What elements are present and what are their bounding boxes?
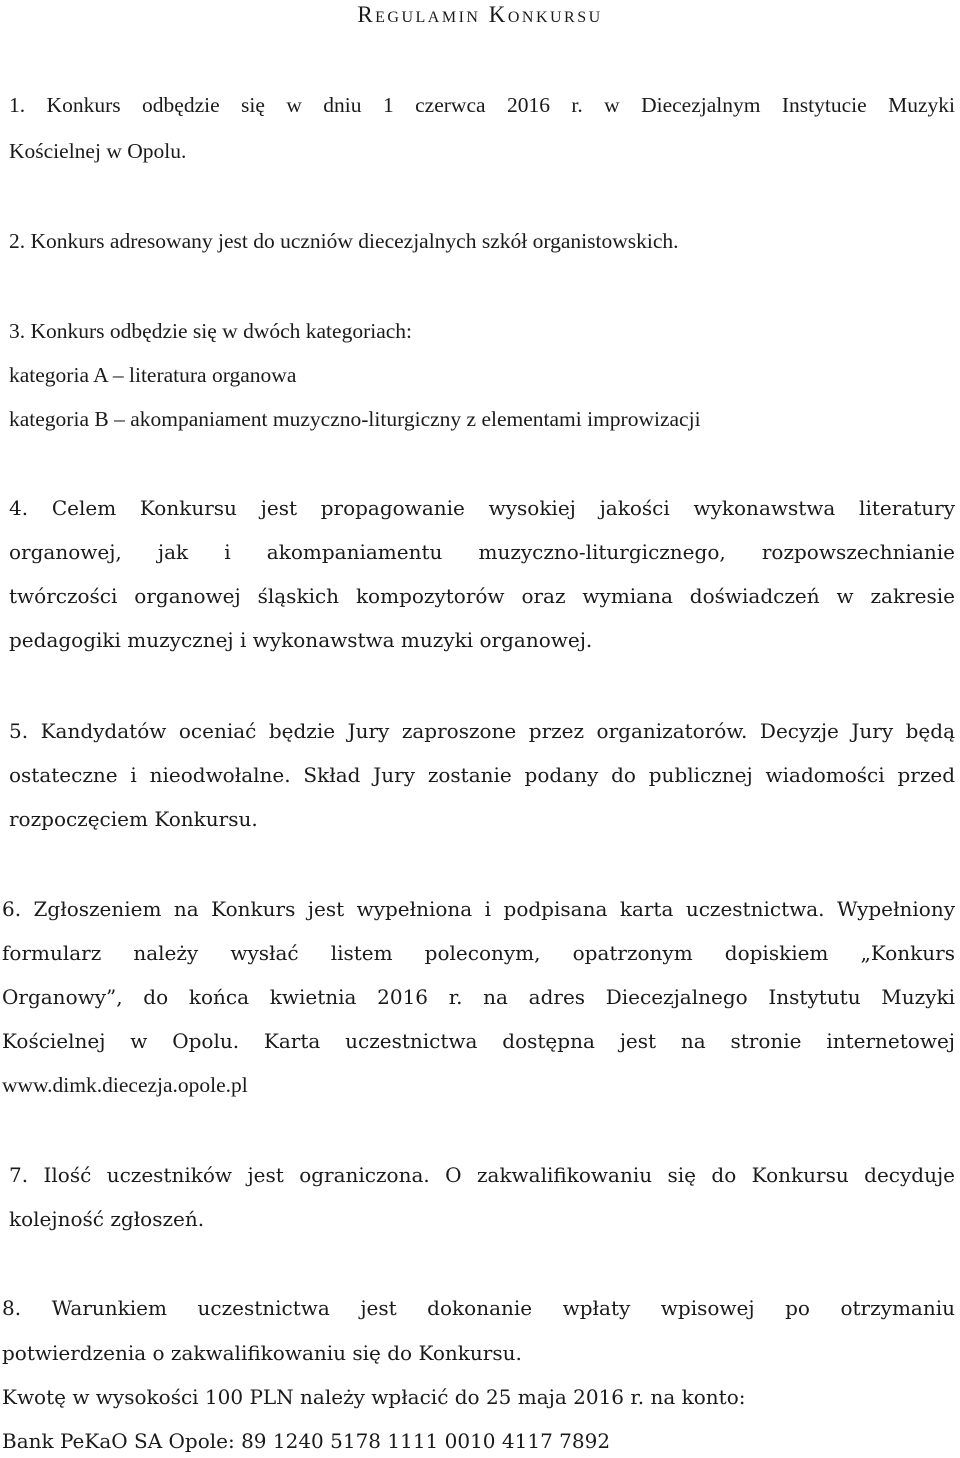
rule-8-line-1: 8. Warunkiem uczestnictwa jest dokonanie wpłaty wpisowej po otrzymaniu (2, 1296, 955, 1320)
rule-1-line-2: Kościelnej w Opolu. (9, 139, 187, 163)
rule-2-line-1: 2. Konkurs adresowany jest do uczniów diecezjalnych szkół organistowskich. (9, 229, 679, 253)
rule-6-line-4: Kościelnej w Opolu. Karta uczestnictwa dostępna jest na stronie internetowej (2, 1029, 955, 1053)
rule-6-line-1: 6. Zgłoszeniem na Konkurs jest wypełniona i podpisana karta uczestnictwa. Wypełniony (2, 897, 955, 921)
rule-6-line-2: formularz należy wysłać listem poleconym, opatrzonym dopiskiem „Konkurs (2, 941, 955, 965)
bank-account-line: Bank PeKaO SA Opole: 89 1240 5178 1111 0010 4117 7892 (2, 1429, 611, 1453)
rule-4-line-1: 4. Celem Konkursu jest propagowanie wysokiej jakości wykonawstwa literatury (9, 496, 955, 520)
document-title: Regulamin Konkursu (357, 2, 603, 27)
website-link[interactable]: www.dimk.diecezja.opole.pl (2, 1073, 248, 1097)
rule-1-line-1: 1. Konkurs odbędzie się w dniu 1 czerwca 2016 r. w Diecezjalnym Instytucie Muzyki (9, 93, 955, 117)
rule-7-line-2: kolejność zgłoszeń. (9, 1207, 205, 1231)
rule-3-category-a: kategoria A – literatura organowa (9, 363, 297, 387)
rule-4-line-4: pedagogiki muzycznej i wykonawstwa muzyki organowej. (9, 628, 593, 652)
rule-5-line-1: 5. Kandydatów oceniać będzie Jury zaproszone przez organizatorów. Decyzje Jury będą (9, 719, 955, 743)
rule-8-line-2: potwierdzenia o zakwalifikowaniu się do Konkursu. (2, 1341, 522, 1365)
rule-3-category-b: kategoria B – akompaniament muzyczno-liturgiczny z elementami improwizacji (9, 407, 701, 431)
fee-line: Kwotę w wysokości 100 PLN należy wpłacić do 25 maja 2016 r. na konto: (2, 1385, 746, 1409)
rule-3-line-1: 3. Konkurs odbędzie się w dwóch kategoriach: (9, 319, 413, 343)
rule-6-line-3: Organowy”, do końca kwietnia 2016 r. na adres Diecezjalnego Instytutu Muzyki (2, 985, 955, 1009)
rule-5-line-3: rozpoczęciem Konkursu. (9, 807, 258, 831)
rule-4-line-3: twórczości organowej śląskich kompozytorów oraz wymiana doświadczeń w zakresie (9, 584, 955, 608)
rule-4-line-2: organowej, jak i akompaniamentu muzyczno-liturgicznego, rozpowszechnianie (9, 540, 955, 564)
rule-7-line-1: 7. Ilość uczestników jest ograniczona. O zakwalifikowaniu się do Konkursu decyduje (9, 1163, 955, 1187)
rule-5-line-2: ostateczne i nieodwołalne. Skład Jury zostanie podany do publicznej wiadomości przed (9, 763, 955, 787)
